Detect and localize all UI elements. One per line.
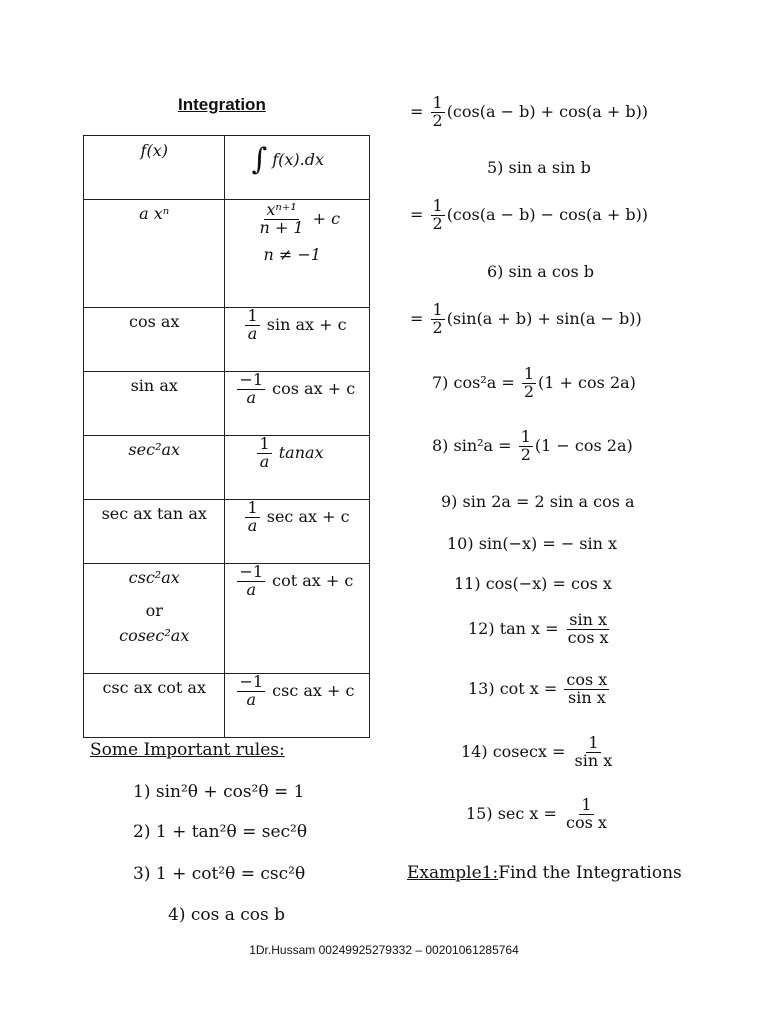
header-integral-label: f(x).dx: [272, 150, 324, 169]
equals-sign: =: [410, 308, 424, 328]
int-tail: cos ax + c: [272, 378, 356, 398]
fx-cell: [84, 372, 225, 436]
frac-num: 1: [523, 364, 535, 383]
frac-num: 1: [432, 196, 443, 215]
table-row: [84, 500, 370, 564]
int-tail: + c: [312, 208, 341, 228]
frac-num: xⁿ⁺¹: [266, 200, 297, 219]
int-cell: [225, 564, 370, 674]
int-cell: [225, 674, 370, 738]
half-fraction: [522, 366, 536, 401]
fx-cell: [84, 674, 225, 738]
frac-den: sin x: [574, 750, 613, 770]
identity-6-result: [410, 302, 642, 337]
frac-den: 2: [523, 381, 535, 401]
frac-num: sin x: [569, 610, 607, 629]
identity-6: 6) sin a cos b: [487, 262, 594, 281]
int-cell: [225, 436, 370, 500]
frac-den: 2: [432, 213, 443, 233]
frac-num: 1: [247, 498, 258, 517]
identity-tail: (1 − cos 2a): [534, 435, 633, 455]
fx-text: sec ax tan ax: [101, 504, 207, 523]
fx-text: csc²ax: [128, 568, 180, 587]
rule-3: 3) 1 + cot²θ = csc²θ: [133, 864, 306, 884]
frac-den: a: [259, 451, 270, 471]
identity-pre: 7) cos²a =: [432, 372, 515, 392]
identity-pre: 15) sec x =: [466, 803, 557, 823]
frac-den: a: [246, 689, 257, 709]
int-note: n ≠ −1: [263, 244, 321, 264]
identity-pre: 12) tan x =: [468, 618, 559, 638]
frac-den: cos x: [567, 627, 609, 647]
half-fraction: [431, 95, 445, 130]
table-row: [84, 674, 370, 738]
identity-tail: (cos(a − b) + cos(a + b)): [446, 101, 649, 121]
identity-8: [432, 429, 633, 464]
table-row: [84, 564, 370, 674]
identity-7: [432, 366, 636, 401]
identity-tail: (cos(a − b) − cos(a + b)): [446, 204, 649, 224]
identity-pre: 13) cot x =: [468, 678, 558, 698]
identity-5-result: [410, 198, 648, 233]
frac-den: a: [247, 515, 258, 535]
frac-num: 1: [432, 300, 443, 319]
int-fraction: [237, 372, 265, 407]
int-fraction: [245, 500, 259, 535]
frac-den: 2: [432, 317, 443, 337]
identity-14: [461, 735, 616, 770]
frac-num: 1: [432, 93, 443, 112]
fx-alt: cosec²ax: [119, 626, 190, 645]
frac-num: 1: [247, 306, 258, 325]
fx-cell: [84, 200, 225, 308]
int-fraction: [237, 564, 265, 599]
identity-pre: 8) sin²a =: [432, 435, 512, 455]
frac-den: a: [246, 387, 257, 407]
int-tail: sec ax + c: [266, 506, 350, 526]
header-integral: [225, 136, 370, 200]
frac-den: sin x: [567, 687, 606, 707]
frac-num: cos x: [566, 670, 608, 689]
int-tail: cot ax + c: [272, 570, 354, 590]
equals-sign: =: [410, 204, 424, 224]
identity-9: 9) sin 2a = 2 sin a cos a: [441, 492, 635, 511]
header-fx-label: f(x): [140, 141, 168, 160]
fx-cell: [84, 436, 225, 500]
rules-title: Some Important rules:: [90, 740, 285, 760]
frac-den: a: [247, 323, 258, 343]
half-fraction: [519, 429, 533, 464]
frac-num: 1: [520, 427, 531, 446]
frac-num: 1: [581, 795, 592, 814]
table-header-row: [84, 136, 370, 200]
int-fraction: [237, 674, 265, 709]
fx-text: sec²ax: [128, 440, 181, 459]
fx-text: sin ax: [130, 376, 178, 395]
identity-11: 11) cos(−x) = cos x: [454, 574, 612, 593]
rule-4: 4) cos a cos b: [168, 905, 286, 925]
int-cell: [225, 372, 370, 436]
rule-1: 1) sin²θ + cos²θ = 1: [133, 782, 305, 802]
frac-num: 1: [588, 733, 599, 752]
table-row: [84, 436, 370, 500]
table-row: [84, 372, 370, 436]
fx-text: a xⁿ: [139, 204, 170, 223]
frac-den: 2: [520, 444, 531, 464]
fx-cell: [84, 500, 225, 564]
identity-fraction: [564, 797, 609, 832]
frac-den: a: [246, 579, 257, 599]
example-label: Example1:: [407, 863, 499, 883]
frac-num: −1: [239, 562, 264, 581]
int-tail: csc ax + c: [272, 680, 355, 700]
int-cell: [225, 200, 370, 308]
int-tail: sin ax + c: [266, 314, 347, 334]
identity-10: 10) sin(−x) = − sin x: [447, 534, 618, 553]
int-tail: tanax: [278, 442, 324, 462]
identity-tail: (sin(a + b) + sin(a − b)): [446, 308, 642, 328]
frac-num: −1: [239, 672, 264, 691]
int-cell: [225, 308, 370, 372]
table-row: [84, 200, 370, 308]
half-fraction: [431, 198, 445, 233]
fx-cell: [84, 308, 225, 372]
identity-5: 5) sin a sin b: [487, 158, 591, 177]
fx-or: or: [145, 601, 163, 620]
frac-den: 2: [432, 110, 443, 130]
page-footer: 1Dr.Hussam 00249925279332 – 00201061285764: [249, 943, 519, 957]
example-text: Find the Integrations: [498, 863, 682, 883]
int-cell: [225, 500, 370, 564]
page-title: Integration: [178, 95, 266, 114]
identity-12: [468, 612, 613, 647]
half-fraction: [431, 302, 445, 337]
identity-4-result: [410, 95, 648, 130]
frac-num: 1: [259, 434, 270, 453]
int-fraction: [257, 436, 271, 471]
rule-2: 2) 1 + tan²θ = sec²θ: [133, 822, 308, 842]
fx-text: cos ax: [129, 312, 180, 331]
frac-num: −1: [239, 370, 264, 389]
int-fraction: [245, 308, 259, 343]
frac-den: n + 1: [259, 217, 304, 237]
identity-fraction: [566, 612, 611, 647]
identity-pre: 14) cosecx =: [461, 741, 566, 761]
equals-sign: =: [410, 101, 424, 121]
identity-15: [466, 797, 611, 832]
identity-tail: (1 + cos 2a): [538, 372, 636, 392]
integral-sign: ∫: [251, 142, 268, 177]
integration-table: [83, 135, 370, 738]
header-fx: [84, 136, 225, 200]
fx-cell: [84, 564, 225, 674]
int-fraction: [257, 202, 305, 237]
identity-fraction: [573, 735, 615, 770]
example-heading: [407, 863, 682, 883]
frac-den: cos x: [566, 812, 607, 832]
table-row: [84, 308, 370, 372]
identity-13: [468, 672, 611, 707]
identity-fraction: [564, 672, 609, 707]
fx-text: csc ax cot ax: [102, 678, 206, 697]
